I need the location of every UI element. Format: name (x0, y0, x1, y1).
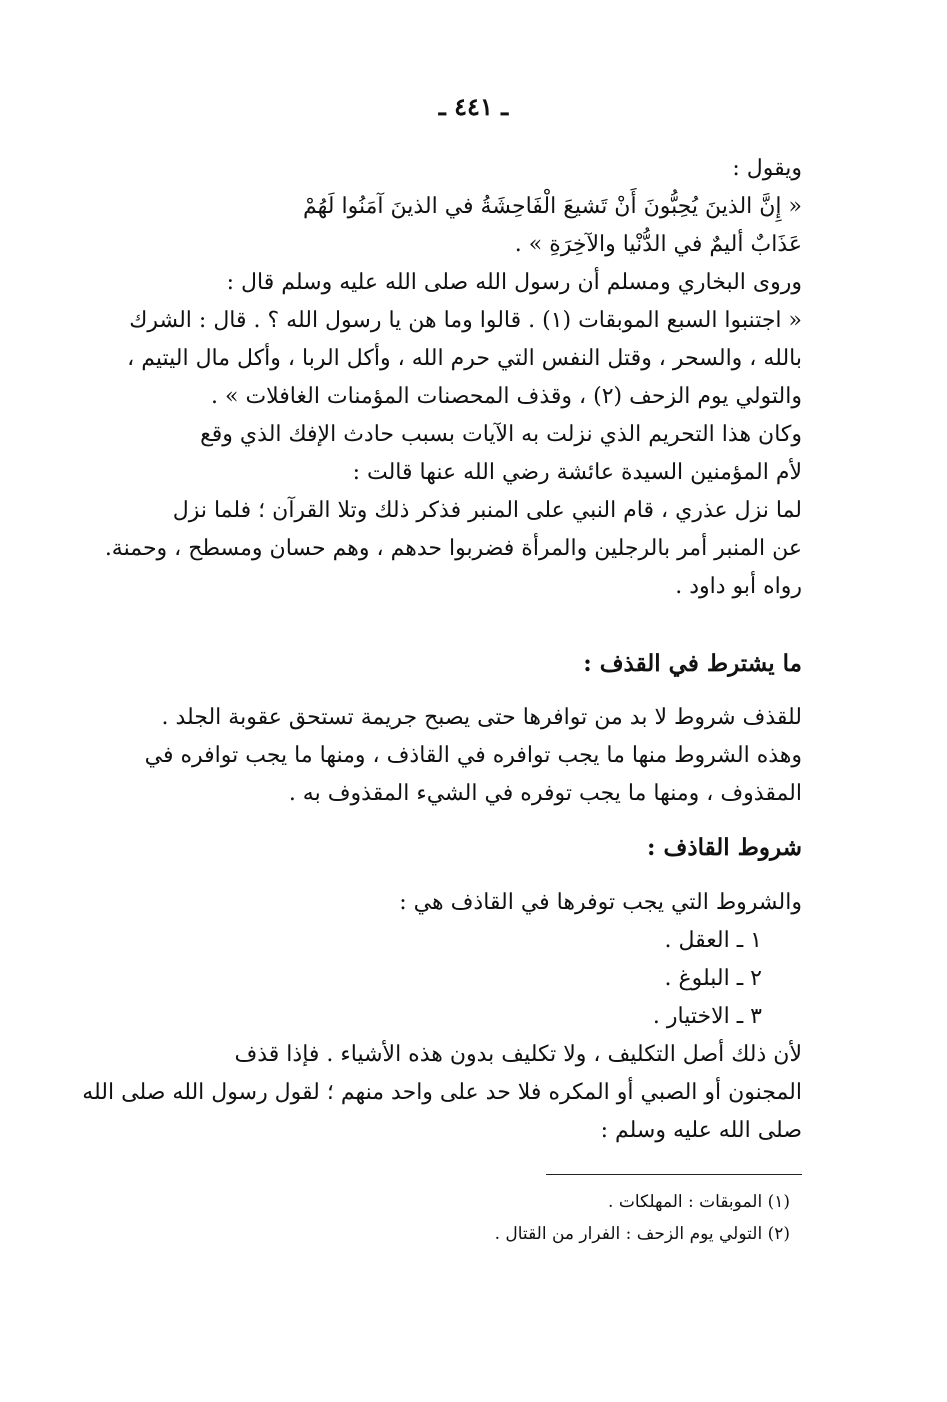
section-heading: شروط القاذف : (647, 834, 802, 861)
list-item: ١ ـ العقل . (664, 928, 762, 953)
text-line: المقذوف ، ومنها ما يجب توفره في الشيء المقذوف به . (288, 781, 802, 806)
footnote: (١) الموبقات : المهلكات . (608, 1192, 790, 1212)
quran-verse-line: عَذَابٌ أليمٌ في الدُّنْيا والآخِرَةِ » . (514, 232, 802, 257)
page-number: ـ ٤٤١ ـ (438, 92, 509, 121)
text-line: وهذه الشروط منها ما يجب توافره في القاذف ، ومنها ما يجب توافره في (144, 743, 802, 768)
footnotes (82, 1186, 790, 1250)
hadith-line: والتولي يوم الزحف (٢) ، وقذف المحصنات المؤمنات الغافلات » . (211, 384, 802, 409)
text-line: عن المنبر أمر بالرجلين والمرأة فضربوا حدهم ، وهم حسان ومسطح ، وحمنة. (104, 536, 802, 561)
list-item: ٢ ـ البلوغ . (664, 966, 762, 991)
text-line: وكان هذا التحريم الذي نزلت به الآيات بسبب حادث الإفك الذي وقع (200, 422, 802, 447)
text-line: وروى البخاري ومسلم أن رسول الله صلى الله عليه وسلم قال : (226, 270, 802, 295)
text-line: لأن ذلك أصل التكليف ، ولا تكليف بدون هذه الأشياء . فإذا قذف (234, 1042, 802, 1067)
text-line: لما نزل عذري ، قام النبي على المنبر فذكر ذلك وتلا القرآن ؛ فلما نزل (172, 498, 802, 523)
text-line: المجنون أو الصبي أو المكره فلا حد على واحد منهم ؛ لقول رسول الله صلى الله (82, 1080, 802, 1105)
footnote: (٢) التولي يوم الزحف : الفرار من القتال . (494, 1224, 790, 1244)
intro-text-block (82, 150, 802, 606)
section2-text-block (82, 884, 802, 1150)
hadith-line: « اجتنبوا السبع الموبقات (١) . قالوا وما هن يا رسول الله ؟ . قال : الشرك (129, 308, 802, 333)
text-line: ويقول : (732, 156, 802, 181)
text-line: للقذف شروط لا بد من توافرها حتى يصبح جريمة تستحق عقوبة الجلد . (161, 705, 802, 730)
footnote-divider (546, 1174, 802, 1175)
text-line: والشروط التي يجب توفرها في القاذف هي : (399, 890, 802, 915)
section-heading: ما يشترط في القذف : (583, 650, 802, 677)
list-item: ٣ ـ الاختيار . (652, 1004, 762, 1029)
quran-verse-line: « إِنَّ الذينَ يُحِبُّونَ أَنْ تَشيعَ الْفَاحِشَةُ في الذينَ آمَنُوا لَهُمْ (303, 194, 802, 219)
text-line: لأم المؤمنين السيدة عائشة رضي الله عنها قالت : (352, 460, 802, 485)
section1-text-block (82, 699, 802, 813)
text-line: صلى الله عليه وسلم : (600, 1118, 802, 1143)
text-line: رواه أبو داود . (675, 574, 802, 599)
hadith-line: بالله ، والسحر ، وقتل النفس التي حرم الله ، وأكل الربا ، وأكل مال اليتيم ، (127, 346, 802, 371)
